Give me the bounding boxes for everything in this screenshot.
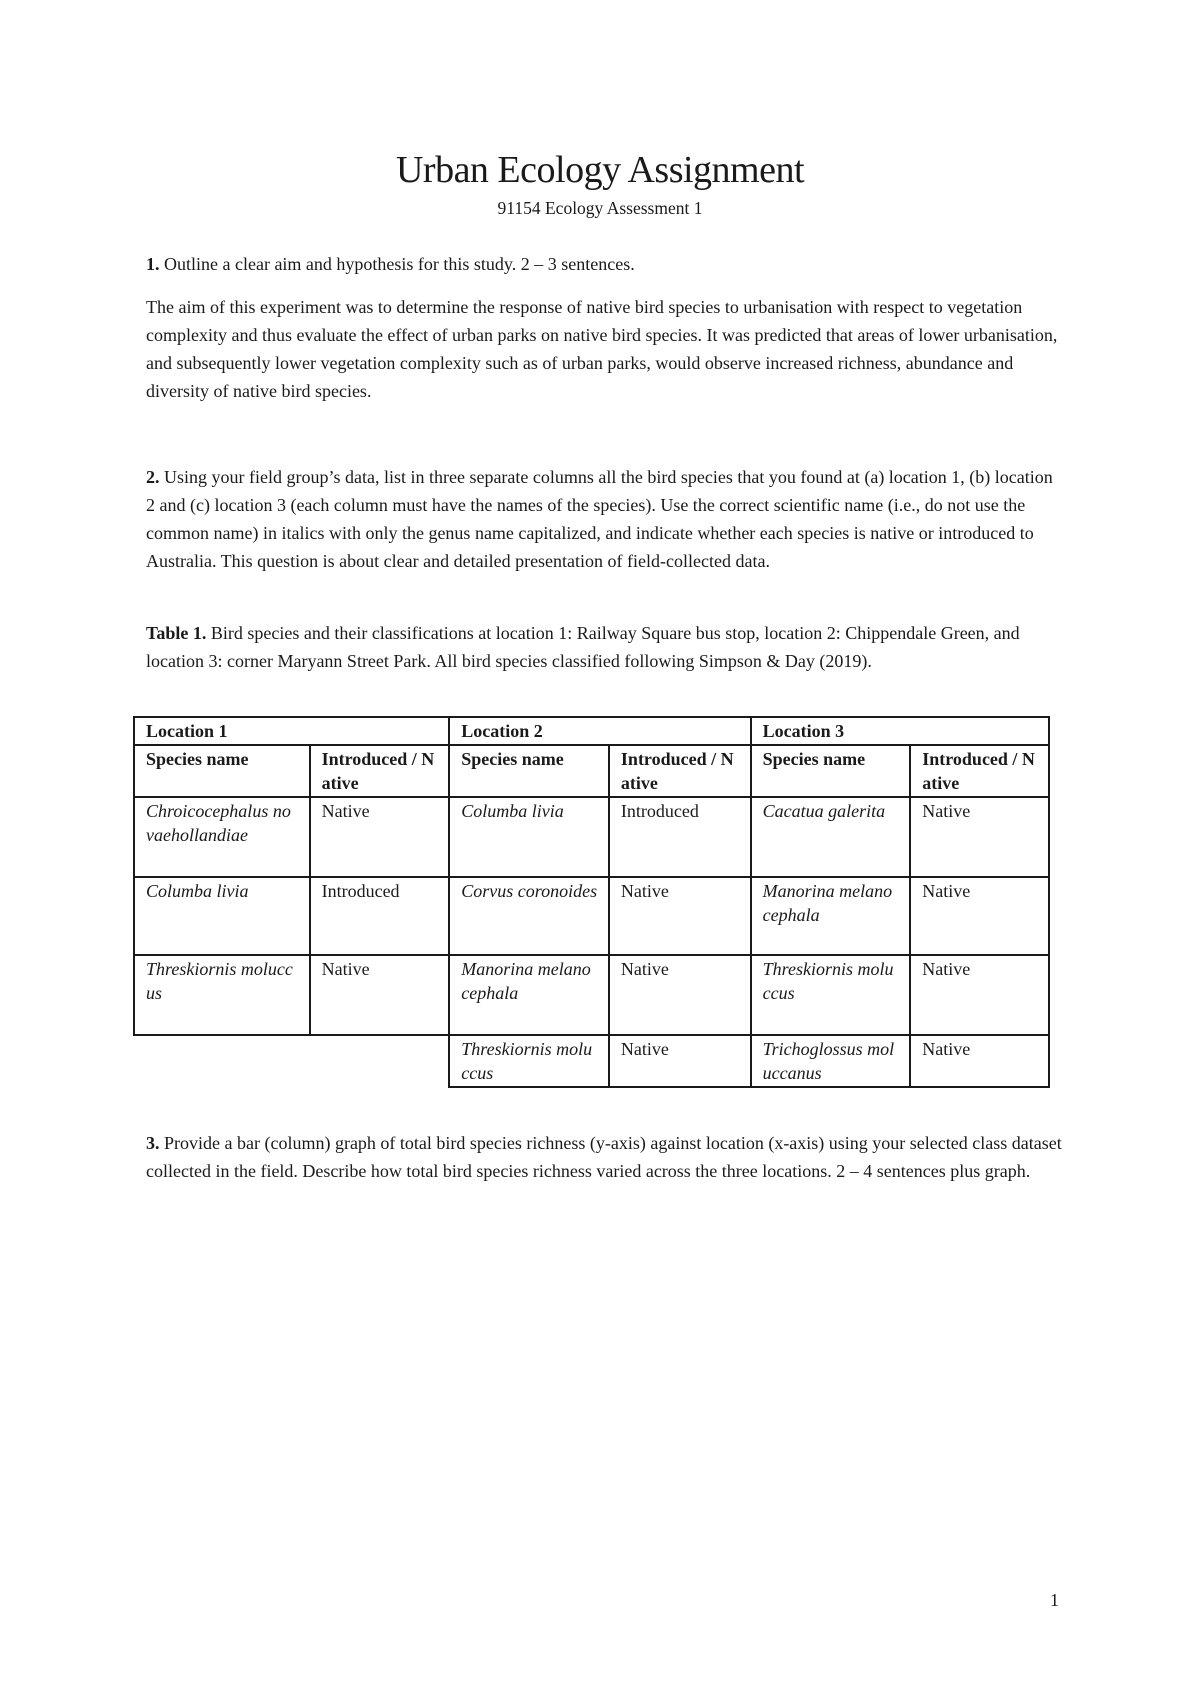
column-header-species: Species name xyxy=(134,745,310,797)
question-3 xyxy=(146,1129,1066,1185)
species-cell: Threskiornis moluccus xyxy=(751,955,911,1035)
table-header-columns xyxy=(134,745,1049,797)
location-3-header: Location 3 xyxy=(751,717,1049,745)
page-number: 1 xyxy=(1050,1590,1059,1610)
answer-1: The aim of this experiment was to determine the response of native bird species to urbanisation with respect to vegetation complexity and thus evaluate the effect of urban parks on native bird species. It was predicted that areas of lower urbanisation, and subsequently lower vegetation complexity such as of urban parks, would observe increased richness, abundance and diversity of native bird species. xyxy=(146,297,1058,401)
column-header-status: Introduced / Native xyxy=(910,745,1049,797)
page-title: Urban Ecology Assignment xyxy=(395,149,805,191)
column-header-status: Introduced / Native xyxy=(310,745,450,797)
column-header-species: Species name xyxy=(449,745,609,797)
question-3-number: 3. xyxy=(146,1133,160,1153)
species-cell: Columba livia xyxy=(449,797,609,877)
species-cell: Threskiornis moluccus xyxy=(449,1035,609,1087)
status-cell: Introduced xyxy=(609,797,751,877)
species-cell: Threskiornis moluccus xyxy=(134,955,310,1035)
column-header-species: Species name xyxy=(751,745,911,797)
species-cell: Manorina melanocephala xyxy=(449,955,609,1035)
location-1-header: Location 1 xyxy=(134,717,449,745)
status-cell: Native xyxy=(310,797,450,877)
table-row xyxy=(134,955,1049,1035)
table-row xyxy=(134,1035,1049,1087)
empty-cell xyxy=(134,1035,449,1087)
question-2-text: Using your field group’s data, list in three separate columns all the bird species that you found at (a) location 1, (b) location 2 and (c) location 3 (each column must have the names of the species). Use the correct scientific name (i.e., do not use the common name) in italics with only the genus name capitalized, and indicate whether each species is native or introduced to Australia. This question is about clear and detailed presentation of field-collected data. xyxy=(146,467,1053,571)
status-cell: Native xyxy=(609,877,751,955)
status-cell: Native xyxy=(609,955,751,1035)
column-header-status: Introduced / Native xyxy=(609,745,751,797)
question-1 xyxy=(146,250,1066,278)
table-header-locations xyxy=(134,717,1049,745)
species-cell: Chroicocephalus novaehollandiae xyxy=(134,797,310,877)
species-table xyxy=(133,716,1050,1088)
table-caption-text: Bird species and their classifications at location 1: Railway Square bus stop, location 2: Chippendale Green, and location 3: corner Maryann Street Park. All bird species classified following Simpson & Day (2019). xyxy=(146,623,1020,671)
status-cell: Native xyxy=(910,797,1049,877)
table-row xyxy=(134,797,1049,877)
status-cell: Native xyxy=(910,1035,1049,1087)
question-1-number: 1. xyxy=(146,254,160,274)
status-cell: Native xyxy=(910,877,1049,955)
table-caption-label: Table 1. xyxy=(146,623,207,643)
status-cell: Native xyxy=(310,955,450,1035)
status-cell: Native xyxy=(609,1035,751,1087)
species-cell: Columba livia xyxy=(134,877,310,955)
question-1-text: Outline a clear aim and hypothesis for this study. 2 – 3 sentences. xyxy=(159,254,635,274)
species-cell: Corvus coronoides xyxy=(449,877,609,955)
question-3-text: Provide a bar (column) graph of total bird species richness (y-axis) against location (x-axis) using your selected class dataset collected in the field. Describe how total bird species richness varied across the three locations. 2 – 4 sentences plus graph. xyxy=(146,1133,1062,1181)
page-subtitle: 91154 Ecology Assessment 1 xyxy=(497,198,703,218)
table-row xyxy=(134,877,1049,955)
status-cell: Native xyxy=(910,955,1049,1035)
table-caption xyxy=(146,619,1066,675)
location-2-header: Location 2 xyxy=(449,717,750,745)
status-cell: Introduced xyxy=(310,877,450,955)
species-cell: Cacatua galerita xyxy=(751,797,911,877)
species-cell: Trichoglossus moluccanus xyxy=(751,1035,911,1087)
species-cell: Manorina melanocephala xyxy=(751,877,911,955)
question-2 xyxy=(146,463,1066,575)
question-2-number: 2. xyxy=(146,467,160,487)
